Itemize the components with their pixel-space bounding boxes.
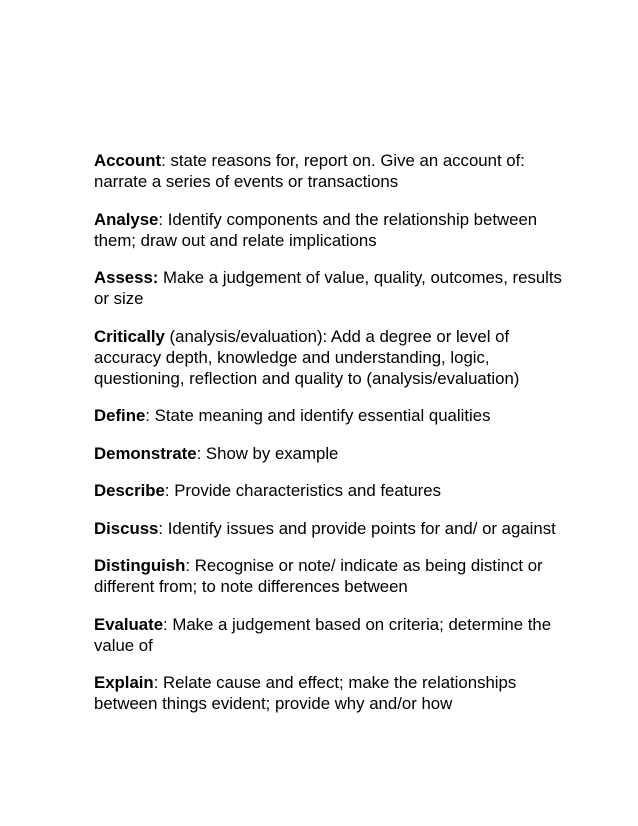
term-describe: Describe bbox=[94, 481, 165, 500]
definition-demonstrate: : Show by example bbox=[196, 443, 339, 463]
definition-describe: : Provide characteristics and features bbox=[164, 481, 441, 500]
term-define: Define bbox=[94, 406, 146, 425]
glossary-entry-discuss bbox=[94, 518, 564, 539]
term-evaluate: Evaluate bbox=[94, 614, 164, 634]
term-discuss: Discuss bbox=[94, 518, 159, 538]
glossary-entry-analyse bbox=[94, 209, 564, 251]
term-assess: Assess: bbox=[94, 268, 159, 287]
glossary-list bbox=[94, 150, 564, 731]
definition-discuss: : Identify issues and provide points for and/ or against bbox=[158, 518, 556, 538]
definition-analyse: : Identify components and the relationship between them; draw out and relate implications bbox=[94, 209, 538, 250]
definition-critically: (analysis/evaluation): Add a degree or level of accuracy depth, knowledge and understanding, logic, questioning, reflection and quality to (analysis/evaluation) bbox=[94, 326, 520, 388]
glossary-entry-define bbox=[94, 405, 564, 426]
term-explain: Explain bbox=[94, 673, 154, 692]
glossary-entry-assess bbox=[94, 267, 564, 309]
definition-explain: : Relate cause and effect; make the relationships between things evident; provide why and/or how bbox=[94, 673, 517, 713]
glossary-entry-critically bbox=[94, 326, 564, 389]
definition-define: : State meaning and identify essential qualities bbox=[145, 406, 491, 425]
definition-evaluate: : Make a judgement based on criteria; determine the value of bbox=[94, 614, 552, 655]
definition-account: : state reasons for, report on. Give an account of: narrate a series of events or transactions bbox=[94, 151, 525, 191]
term-distinguish: Distinguish bbox=[94, 556, 186, 575]
definition-assess: Make a judgement of value, quality, outcomes, results or size bbox=[94, 268, 562, 308]
glossary-entry-distinguish bbox=[94, 555, 564, 597]
term-critically: Critically bbox=[94, 326, 165, 346]
glossary-entry-account bbox=[94, 150, 564, 192]
term-demonstrate: Demonstrate bbox=[94, 443, 197, 463]
definition-distinguish: : Recognise or note/ indicate as being distinct or different from; to note differences between bbox=[94, 556, 543, 596]
glossary-entry-demonstrate bbox=[94, 443, 564, 464]
term-analyse: Analyse bbox=[94, 209, 159, 229]
glossary-entry-explain bbox=[94, 672, 564, 714]
glossary-entry-describe bbox=[94, 480, 564, 501]
term-account: Account bbox=[94, 151, 162, 170]
glossary-entry-evaluate bbox=[94, 614, 564, 656]
